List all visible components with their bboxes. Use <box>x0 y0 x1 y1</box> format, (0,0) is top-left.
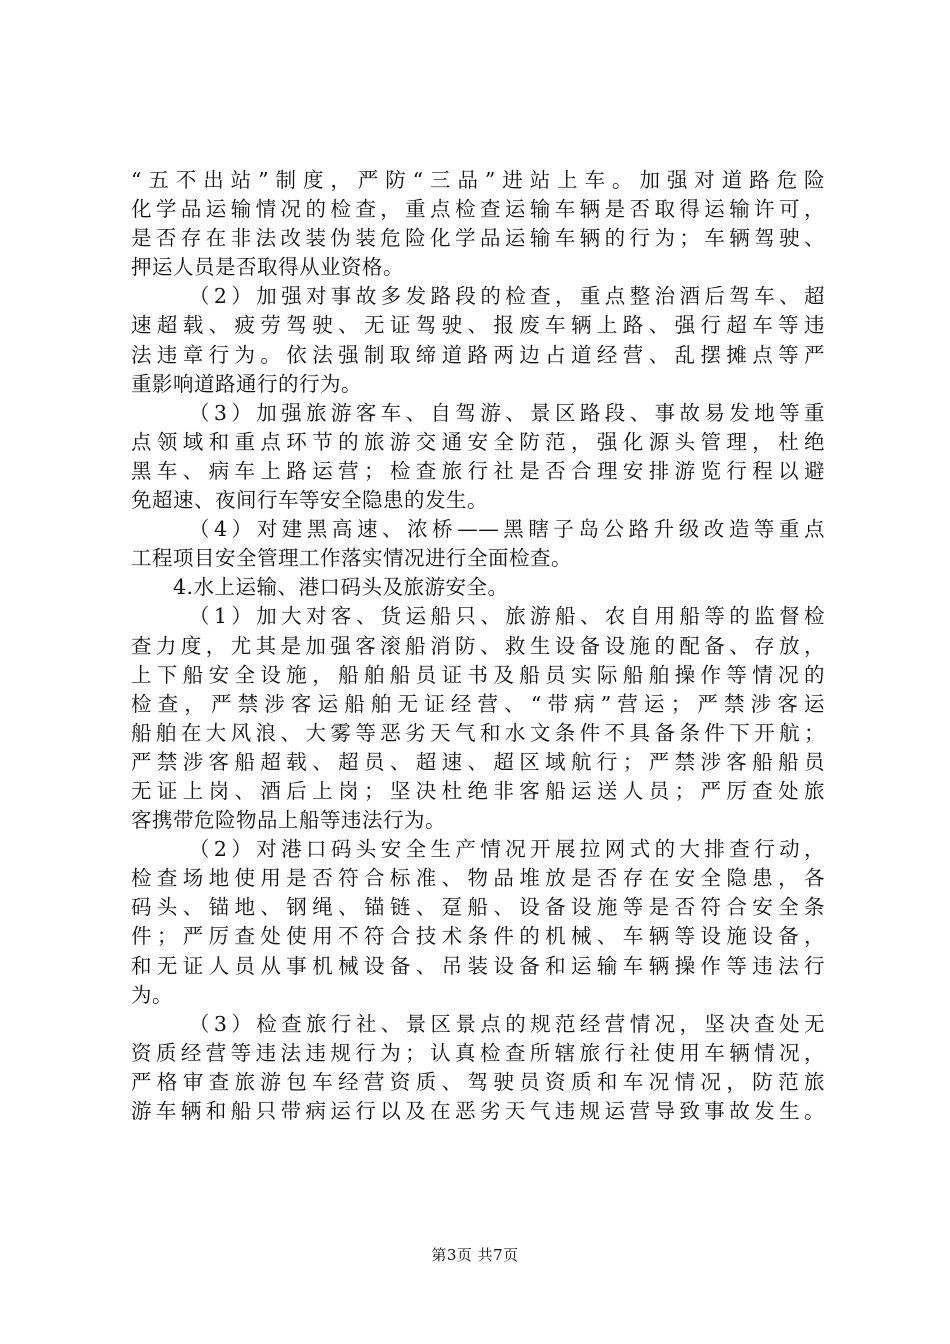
document-body <box>131 166 825 1126</box>
section-heading-water-transport <box>131 573 825 602</box>
text-line: 工程项目安全管理工作落实情况进行全面检查。 <box>131 546 572 571</box>
text-line: “五不出站”制度，严防“三品”进站上车。加强对道路危险 <box>131 168 825 192</box>
text-line: 检查，严禁涉客运船舶无证经营、“带病”营运；严禁涉客运 <box>131 691 825 716</box>
text-line: 化学品运输情况的检查，重点检查运输车辆是否取得运输许可， <box>131 197 825 222</box>
text-line: 黑车、病车上路运营；检查旅行社是否合理安排游览行程以避 <box>131 458 825 483</box>
text-line: 法违章行为。依法强制取缔道路两边占道经营、乱摆摊点等严 <box>131 342 825 367</box>
text-line: 速超载、疲劳驾驶、无证驾驶、报废车辆上路、强行超车等违 <box>131 313 825 338</box>
text-line: 资质经营等违法违规行为；认真检查所辖旅行社使用车辆情况， <box>131 1040 825 1065</box>
page-number-footer: 第3页 共7页 <box>431 1246 519 1264</box>
text-line: 和无证人员从事机械设备、吊装设备和运输车辆操作等违法行 <box>131 953 825 978</box>
paragraph-road-item-3 <box>131 399 825 515</box>
text-line: 是否存在非法改装伪装危险化学品运输车辆的行为；车辆驾驶、 <box>131 226 825 251</box>
text-line: 检查场地使用是否符合标准、物品堆放是否存在安全隐患，各 <box>131 866 825 891</box>
paragraph-water-item-1 <box>131 602 825 835</box>
text-line: （3）检查旅行社、景区景点的规范经营情况，坚决查处无 <box>189 1011 825 1036</box>
text-line: 为。 <box>131 982 173 1007</box>
text-line: 点领域和重点环节的旅游交通安全防范，强化源头管理，杜绝 <box>131 429 825 454</box>
text-line: 件；严厉查处使用不符合技术条件的机械、车辆等设施设备， <box>131 924 825 949</box>
text-line: 免超速、夜间行车等安全隐患的发生。 <box>131 488 488 513</box>
paragraph-water-item-2 <box>131 835 825 1010</box>
text-line: （1）加大对客、货运船只、旅游船、农自用船等的监督检 <box>189 604 825 629</box>
text-line: 押运人员是否取得从业资格。 <box>131 255 404 280</box>
text-line: 严禁涉客船超载、超员、超速、超区域航行；严禁涉客船船员 <box>131 749 825 774</box>
paragraph-road-item-4 <box>131 515 825 573</box>
text-line: 严格审查旅游包车经营资质、驾驶员资质和车况情况，防范旅 <box>131 1069 825 1094</box>
text-line: 码头、锚地、钢绳、锚链、趸船、设备设施等是否符合安全条 <box>131 895 825 920</box>
text-line: （4）对建黑高速、浓桥——黑瞎子岛公路升级改造等重点 <box>189 517 825 542</box>
text-line: （3）加强旅游客车、自驾游、景区路段、事故易发地等重 <box>189 400 825 425</box>
text-line: （2）对港口码头安全生产情况开展拉网式的大排查行动， <box>189 837 825 862</box>
paragraph-road-item-2 <box>131 282 825 398</box>
text-line: （2）加强对事故多发路段的检查，重点整治酒后驾车、超 <box>189 284 825 309</box>
text-line: 上下船安全设施，船舶船员证书及船员实际船舶操作等情况的 <box>131 662 825 687</box>
text-line: 查力度，尤其是加强客滚船消防、救生设备设施的配备、存放， <box>131 633 825 658</box>
text-line: 船舶在大风浪、大雾等恶劣天气和水文条件不具备条件下开航； <box>131 720 825 745</box>
text-line: 4.水上运输、港口码头及旅游安全。 <box>173 575 509 600</box>
text-line: 游车辆和船只带病运行以及在恶劣天气违规运营导致事故发生。 <box>131 1099 825 1123</box>
paragraph-water-item-3 <box>131 1010 825 1126</box>
paragraph-hazmat-continued <box>131 166 825 282</box>
text-line: 客携带危险物品上船等违法行为。 <box>131 808 446 833</box>
text-line: 重影响道路通行的行为。 <box>131 371 362 396</box>
text-line: 无证上岗、酒后上岗；坚决杜绝非客船运送人员；严厉查处旅 <box>131 778 825 803</box>
